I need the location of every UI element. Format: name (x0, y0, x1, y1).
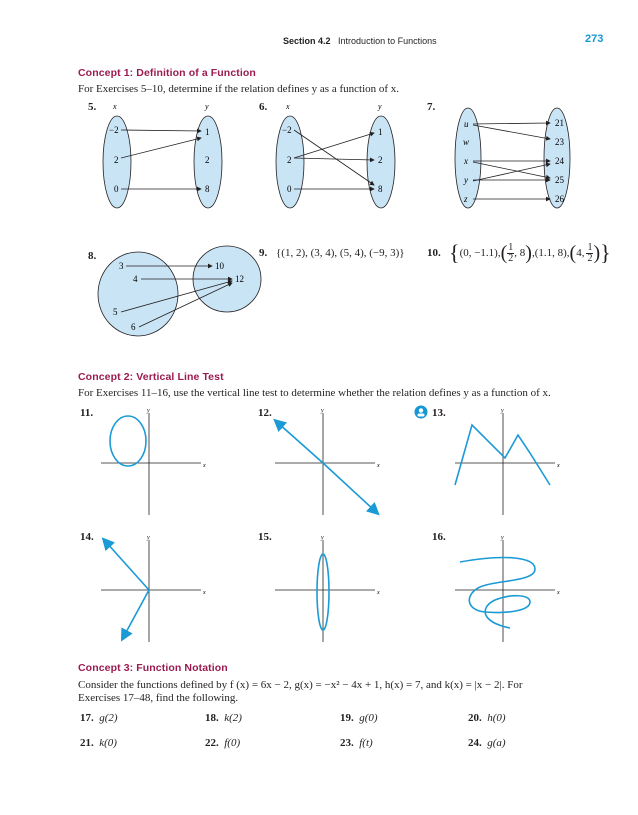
ex7-d1: u (464, 119, 469, 129)
ex8-d3: 5 (113, 307, 118, 317)
ex21-expr: k(0) (99, 737, 117, 749)
ex23-number: 23. (340, 737, 354, 749)
ex10-p4: 4, (576, 247, 585, 259)
ex14-y-label: y (147, 535, 150, 541)
ex10-brace-close: } (600, 240, 611, 265)
concept2-instructions: For Exercises 11–16, use the vertical line test to determine whether the relation defines y as a function of x. (78, 387, 551, 399)
ex12-curve-right (323, 463, 375, 511)
ex14-curve-down (124, 590, 149, 636)
ex16-x-label: x (557, 590, 560, 596)
ex19 (340, 712, 378, 724)
ex12-curve-left (278, 423, 323, 463)
ex16-y-label: y (501, 535, 504, 541)
ex21-number: 21. (80, 737, 94, 749)
ex13-curve (455, 425, 550, 485)
ex13-number: 13. (432, 407, 446, 419)
ex24-expr: g(a) (487, 737, 506, 749)
ex6-r2: 2 (378, 155, 383, 165)
running-header (283, 36, 437, 46)
ex13-y-label: y (501, 408, 504, 414)
ex14-x-label: x (203, 590, 206, 596)
ex5-d2: 2 (114, 155, 119, 165)
ex5-d3: 0 (114, 184, 119, 194)
ex5-number: 5. (88, 101, 97, 113)
ex16-number: 16. (432, 531, 446, 543)
ex10-fraction-2: 1 2 (587, 241, 593, 264)
ex11-curve (110, 416, 146, 466)
ex7-mapping-diagram (446, 104, 581, 214)
ex20-expr: h(0) (487, 712, 506, 724)
ex6-d3: 0 (287, 184, 292, 194)
ex14-graph (96, 532, 211, 647)
ex23-expr: f(t) (359, 737, 373, 749)
video-icon[interactable] (414, 405, 428, 419)
ex19-expr: g(0) (359, 712, 378, 724)
ex6-arrow-1 (294, 130, 374, 185)
ex6-y-label: y (378, 102, 382, 111)
ex8-number: 8. (88, 250, 97, 262)
ex17 (80, 712, 118, 724)
ex10-p3: (1.1, 8), (534, 247, 570, 259)
ex5-mapping-diagram (95, 100, 240, 210)
ex16-graph (450, 532, 565, 647)
ex8-mapping-diagram (95, 242, 275, 342)
ex5-arrow-1 (121, 130, 201, 131)
ex7-d2: w (463, 137, 470, 147)
ex23 (340, 737, 373, 749)
ex8-d4: 6 (131, 322, 136, 332)
ex10-brace-open: { (449, 240, 460, 265)
ex7-arrow-7 (473, 164, 550, 181)
ex11-y-label: y (147, 408, 150, 414)
ex6-arrow-2 (294, 133, 374, 158)
concept3-heading: Concept 3: Function Notation (78, 662, 228, 674)
ex10-relation: { (0, −1.1), ( 1 2 , 8 ) , (1.1, 8), ( 4, 1 2 ) } (449, 240, 611, 265)
ex18 (205, 712, 242, 724)
ex7-arrow-1 (473, 123, 550, 124)
concept1-instructions: For Exercises 5–10, determine if the relation defines y as a function of x. (78, 83, 400, 95)
ex6-number: 6. (259, 101, 268, 113)
concept1-heading: Concept 1: Definition of a Function (78, 67, 256, 79)
ex5-x-label: x (113, 102, 117, 111)
ex12-y-label: y (321, 408, 324, 414)
ex10-fraction-1: 1 2 (508, 241, 514, 264)
ex13-graph (450, 405, 565, 520)
ex7-r5: 26 (555, 194, 564, 204)
ex21 (80, 737, 117, 749)
ex22-number: 22. (205, 737, 219, 749)
ex5-arrow-2 (121, 138, 201, 158)
ex6-r3: 8 (378, 184, 383, 194)
ex7-r4: 25 (555, 175, 564, 185)
ex7-d5: z (464, 194, 468, 204)
ex20 (468, 712, 506, 724)
ex13-x-label: x (557, 463, 560, 469)
ex12-x-label: x (377, 463, 380, 469)
ex8-r2: 12 (235, 274, 244, 284)
ex15-graph (270, 532, 385, 647)
ex9-relation: {(1, 2), (3, 4), (5, 4), (−9, 3)} (276, 247, 405, 259)
ex5-r2: 2 (205, 155, 210, 165)
ex14-number: 14. (80, 531, 94, 543)
ex12-number: 12. (258, 407, 272, 419)
ex11-x-label: x (203, 463, 206, 469)
ex6-d1: −2 (282, 125, 292, 135)
ex15-y-label: y (321, 535, 324, 541)
ex10-p1: (0, −1.1), (459, 247, 501, 259)
ex7-d4: y (464, 175, 468, 185)
ex7-d3: x (464, 156, 468, 166)
ex22-expr: f(0) (224, 737, 241, 749)
section-title: Introduction to Functions (338, 36, 437, 46)
ex20-number: 20. (468, 712, 482, 724)
ex16-curve (460, 558, 535, 628)
ex22 (205, 737, 240, 749)
ex6-x-label: x (286, 102, 290, 111)
section-number: Section 4.2 (283, 36, 331, 46)
ex5-d1: −2 (109, 125, 119, 135)
ex18-expr: k(2) (224, 712, 242, 724)
ex7-number: 7. (427, 101, 436, 113)
ex15-x-label: x (377, 590, 380, 596)
ex15-number: 15. (258, 531, 272, 543)
ex14-curve-up (106, 542, 149, 590)
ex10-p2: , 8 (514, 247, 526, 259)
ex7-r1: 21 (555, 118, 564, 128)
ex8-d2: 4 (133, 274, 138, 284)
ex6-d2: 2 (287, 155, 292, 165)
ex8-d1: 3 (119, 261, 124, 271)
ex5-y-label: y (205, 102, 209, 111)
ex5-r3: 8 (205, 184, 210, 194)
ex17-number: 17. (80, 712, 94, 724)
ex18-number: 18. (205, 712, 219, 724)
ex8-domain-oval (98, 252, 178, 336)
ex6-mapping-diagram (268, 100, 413, 210)
ex19-number: 19. (340, 712, 354, 724)
ex7-r2: 23 (555, 137, 564, 147)
ex6-arrow-3 (294, 158, 374, 160)
ex7-arrow-2 (473, 125, 550, 139)
ex9-number: 9. (259, 247, 268, 259)
ex17-expr: g(2) (99, 712, 118, 724)
ex6-r1: 1 (378, 127, 383, 137)
concept2-heading: Concept 2: Vertical Line Test (78, 371, 224, 383)
ex24 (468, 737, 506, 749)
ex7-r3: 24 (555, 156, 564, 166)
ex11-number: 11. (80, 407, 94, 419)
concept3-instructions-line2: Exercises 17–48, find the following. (78, 692, 239, 704)
ex12-graph (270, 405, 385, 520)
ex11-graph (96, 405, 211, 520)
ex7-arrow-4 (473, 162, 550, 178)
ex24-number: 24. (468, 737, 482, 749)
ex8-r1: 10 (215, 261, 224, 271)
ex5-r1: 1 (205, 127, 210, 137)
ex10-number: 10. (427, 247, 441, 259)
page-number: 273 (585, 33, 604, 45)
concept3-instructions-line1: Consider the functions defined by f (x) = 6x − 2, g(x) = −x² − 4x + 1, h(x) = 7, and k(x) = |x − 2|. For (78, 679, 523, 691)
